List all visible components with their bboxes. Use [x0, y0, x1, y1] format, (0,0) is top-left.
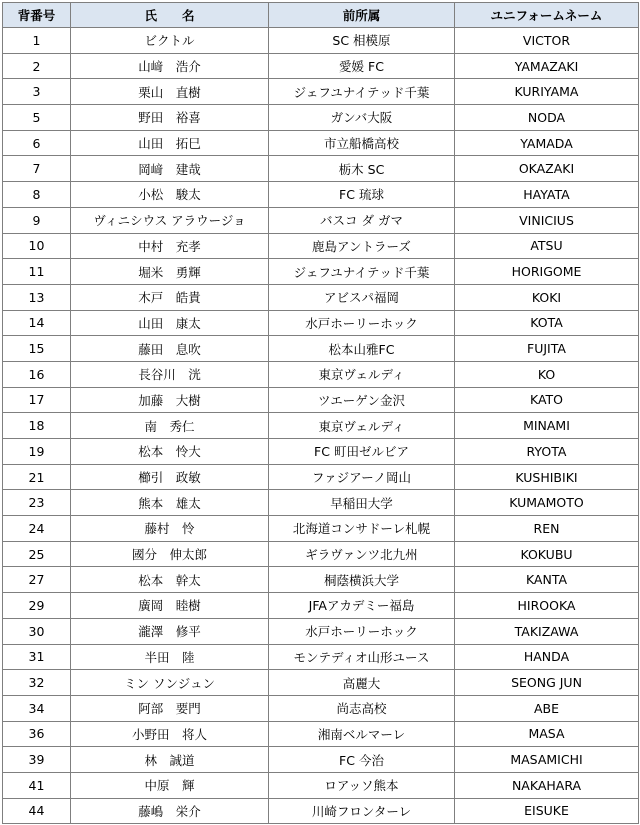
cell-name: 藤村 怜 — [71, 516, 269, 542]
cell-uniform-name: NAKAHARA — [455, 772, 639, 798]
cell-number: 1 — [3, 28, 71, 54]
cell-name: 松本 幹太 — [71, 567, 269, 593]
cell-number: 41 — [3, 772, 71, 798]
cell-number: 17 — [3, 387, 71, 413]
cell-name: 長谷川 洸 — [71, 361, 269, 387]
cell-number: 13 — [3, 284, 71, 310]
cell-number: 16 — [3, 361, 71, 387]
table-row — [3, 541, 639, 567]
cell-name: 南 秀仁 — [71, 413, 269, 439]
cell-name: 岡﨑 建哉 — [71, 156, 269, 182]
cell-uniform-name: VICTOR — [455, 28, 639, 54]
cell-name: 中原 輝 — [71, 772, 269, 798]
cell-former-club: 愛媛 FC — [269, 53, 455, 79]
table-row — [3, 695, 639, 721]
cell-name: 加藤 大樹 — [71, 387, 269, 413]
cell-number: 10 — [3, 233, 71, 259]
cell-name: 林 誠道 — [71, 747, 269, 773]
cell-number: 21 — [3, 464, 71, 490]
table-row — [3, 79, 639, 105]
cell-uniform-name: MINAMI — [455, 413, 639, 439]
cell-number: 39 — [3, 747, 71, 773]
cell-former-club: 桐蔭横浜大学 — [269, 567, 455, 593]
cell-name: 中村 充孝 — [71, 233, 269, 259]
cell-uniform-name: HIROOKA — [455, 593, 639, 619]
cell-number: 11 — [3, 259, 71, 285]
cell-uniform-name: KOKUBU — [455, 541, 639, 567]
header-former-club: 前所属 — [269, 3, 455, 28]
cell-uniform-name: ATSU — [455, 233, 639, 259]
cell-number: 7 — [3, 156, 71, 182]
cell-name: 國分 伸太郎 — [71, 541, 269, 567]
cell-former-club: バスコ ダ ガマ — [269, 207, 455, 233]
table-row — [3, 259, 639, 285]
cell-number: 18 — [3, 413, 71, 439]
cell-former-club: ガンバ大阪 — [269, 105, 455, 131]
cell-former-club: ファジアーノ岡山 — [269, 464, 455, 490]
cell-name: 瀧澤 修平 — [71, 618, 269, 644]
cell-uniform-name: KATO — [455, 387, 639, 413]
cell-name: 山﨑 浩介 — [71, 53, 269, 79]
table-row — [3, 516, 639, 542]
cell-former-club: 湘南ベルマーレ — [269, 721, 455, 747]
cell-name: 堀米 勇輝 — [71, 259, 269, 285]
cell-uniform-name: RYOTA — [455, 439, 639, 465]
cell-name: 栗山 直樹 — [71, 79, 269, 105]
cell-name: 小野田 将人 — [71, 721, 269, 747]
cell-former-club: ツエーゲン金沢 — [269, 387, 455, 413]
cell-uniform-name: KURIYAMA — [455, 79, 639, 105]
table-row — [3, 233, 639, 259]
table-row — [3, 593, 639, 619]
cell-name: 山田 拓巳 — [71, 130, 269, 156]
cell-uniform-name: EISUKE — [455, 798, 639, 824]
table-row — [3, 413, 639, 439]
cell-former-club: 東京ヴェルディ — [269, 413, 455, 439]
player-roster-table — [2, 2, 639, 824]
table-body — [3, 28, 639, 824]
cell-number: 36 — [3, 721, 71, 747]
table-row — [3, 130, 639, 156]
table-header — [3, 3, 639, 28]
cell-former-club: 水戸ホーリーホック — [269, 310, 455, 336]
cell-number: 15 — [3, 336, 71, 362]
table-row — [3, 618, 639, 644]
cell-number: 34 — [3, 695, 71, 721]
cell-uniform-name: OKAZAKI — [455, 156, 639, 182]
cell-name: ヴィニシウス アラウージョ — [71, 207, 269, 233]
table-row — [3, 105, 639, 131]
table-row — [3, 284, 639, 310]
table-row — [3, 156, 639, 182]
cell-former-club: 高麗大 — [269, 670, 455, 696]
cell-uniform-name: NODA — [455, 105, 639, 131]
header-uniform-name: ユニフォームネーム — [455, 3, 639, 28]
cell-uniform-name: YAMADA — [455, 130, 639, 156]
cell-former-club: 尚志高校 — [269, 695, 455, 721]
cell-former-club: アビスパ福岡 — [269, 284, 455, 310]
cell-former-club: 松本山雅FC — [269, 336, 455, 362]
cell-uniform-name: HAYATA — [455, 182, 639, 208]
cell-number: 30 — [3, 618, 71, 644]
cell-uniform-name: KOTA — [455, 310, 639, 336]
table-row — [3, 336, 639, 362]
cell-former-club: 鹿島アントラーズ — [269, 233, 455, 259]
table-row — [3, 798, 639, 824]
table-row — [3, 182, 639, 208]
cell-former-club: ギラヴァンツ北九州 — [269, 541, 455, 567]
cell-name: 藤嶋 栄介 — [71, 798, 269, 824]
cell-former-club: FC 琉球 — [269, 182, 455, 208]
table-row — [3, 207, 639, 233]
cell-name: 阿部 要門 — [71, 695, 269, 721]
cell-number: 23 — [3, 490, 71, 516]
cell-number: 32 — [3, 670, 71, 696]
cell-uniform-name: MASA — [455, 721, 639, 747]
table-row — [3, 464, 639, 490]
cell-former-club: ジェフユナイテッド千葉 — [269, 259, 455, 285]
cell-number: 25 — [3, 541, 71, 567]
cell-former-club: 早稲田大学 — [269, 490, 455, 516]
cell-former-club: ジェフユナイテッド千葉 — [269, 79, 455, 105]
cell-name: 廣岡 睦樹 — [71, 593, 269, 619]
header-row — [3, 3, 639, 28]
cell-number: 14 — [3, 310, 71, 336]
table-row — [3, 670, 639, 696]
cell-number: 31 — [3, 644, 71, 670]
cell-name: 藤田 息吹 — [71, 336, 269, 362]
cell-uniform-name: SEONG JUN — [455, 670, 639, 696]
cell-uniform-name: ABE — [455, 695, 639, 721]
cell-former-club: SC 相模原 — [269, 28, 455, 54]
cell-uniform-name: KOKI — [455, 284, 639, 310]
cell-former-club: FC 今治 — [269, 747, 455, 773]
cell-uniform-name: KUSHIBIKI — [455, 464, 639, 490]
cell-uniform-name: MASAMICHI — [455, 747, 639, 773]
cell-name: 山田 康太 — [71, 310, 269, 336]
cell-uniform-name: KUMAMOTO — [455, 490, 639, 516]
cell-number: 3 — [3, 79, 71, 105]
cell-number: 44 — [3, 798, 71, 824]
cell-number: 24 — [3, 516, 71, 542]
cell-name: ミン ソンジュン — [71, 670, 269, 696]
cell-number: 5 — [3, 105, 71, 131]
table-row — [3, 644, 639, 670]
cell-former-club: 市立船橋高校 — [269, 130, 455, 156]
cell-former-club: 東京ヴェルディ — [269, 361, 455, 387]
table-row — [3, 310, 639, 336]
cell-uniform-name: HORIGOME — [455, 259, 639, 285]
cell-former-club: モンテディオ山形ユース — [269, 644, 455, 670]
cell-uniform-name: VINICIUS — [455, 207, 639, 233]
cell-former-club: ロアッソ熊本 — [269, 772, 455, 798]
cell-name: 半田 陸 — [71, 644, 269, 670]
cell-former-club: 栃木 SC — [269, 156, 455, 182]
cell-former-club: 川崎フロンターレ — [269, 798, 455, 824]
cell-name: 櫛引 政敏 — [71, 464, 269, 490]
cell-former-club: 北海道コンサドーレ札幌 — [269, 516, 455, 542]
cell-number: 9 — [3, 207, 71, 233]
cell-former-club: 水戸ホーリーホック — [269, 618, 455, 644]
table-row — [3, 387, 639, 413]
cell-name: 野田 裕喜 — [71, 105, 269, 131]
cell-number: 27 — [3, 567, 71, 593]
cell-uniform-name: REN — [455, 516, 639, 542]
cell-number: 29 — [3, 593, 71, 619]
table-row — [3, 721, 639, 747]
cell-former-club: FC 町田ゼルビア — [269, 439, 455, 465]
cell-number: 8 — [3, 182, 71, 208]
cell-uniform-name: HANDA — [455, 644, 639, 670]
table-row — [3, 490, 639, 516]
table-row — [3, 747, 639, 773]
cell-number: 19 — [3, 439, 71, 465]
cell-name: 木戸 皓貴 — [71, 284, 269, 310]
cell-name: 熊本 雄太 — [71, 490, 269, 516]
table-row — [3, 567, 639, 593]
header-number: 背番号 — [3, 3, 71, 28]
table-row — [3, 772, 639, 798]
cell-name: ビクトル — [71, 28, 269, 54]
cell-uniform-name: YAMAZAKI — [455, 53, 639, 79]
cell-uniform-name: FUJITA — [455, 336, 639, 362]
cell-name: 小松 駿太 — [71, 182, 269, 208]
table-row — [3, 439, 639, 465]
table-row — [3, 28, 639, 54]
table-row — [3, 53, 639, 79]
header-name: 氏 名 — [71, 3, 269, 28]
cell-uniform-name: KO — [455, 361, 639, 387]
cell-former-club: JFAアカデミー福島 — [269, 593, 455, 619]
cell-name: 松本 怜大 — [71, 439, 269, 465]
cell-number: 2 — [3, 53, 71, 79]
cell-number: 6 — [3, 130, 71, 156]
table-row — [3, 361, 639, 387]
cell-uniform-name: TAKIZAWA — [455, 618, 639, 644]
cell-uniform-name: KANTA — [455, 567, 639, 593]
